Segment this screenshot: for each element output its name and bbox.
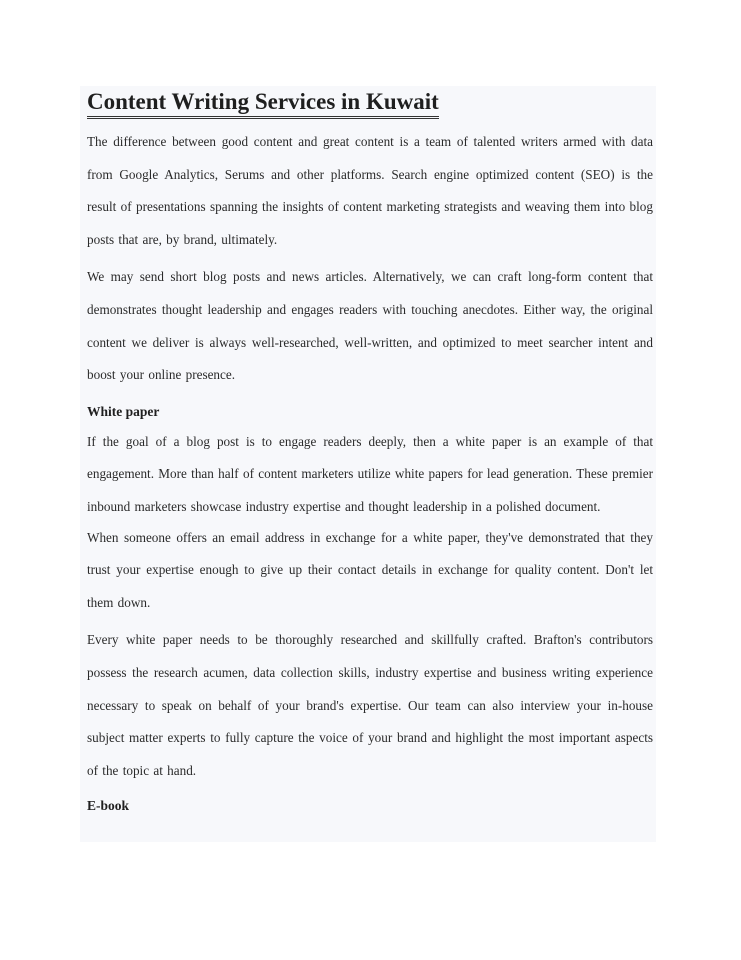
heading-ebook: E-book [87,798,130,814]
paragraph-intro: The difference between good content and great content is a team of talented writers armed with data from Google Analytics, Serums and other platforms. Search engine optimized content (SEO) is the result of presentations spanning the insights of content marketing strategists and weaving them into blog posts that are, by brand, ultimately. [87,134,653,247]
paragraph-white-paper-research: Every white paper needs to be thoroughly researched and skillfully crafted. Brafton's contributors possess the research acumen, data collection skills, industry expertise and business writing experience necessary to speak on behalf of your brand's expertise. Our team can also interview your in-house subject matter experts to fully capture the voice of your brand and highlight the most important aspects of the topic at hand. [87,632,653,778]
paragraph-white-paper-goal: If the goal of a blog post is to engage readers deeply, then a white paper is an example of that engagement. More than half of content marketers utilize white papers for lead generation. These premier inbound marketers showcase industry expertise and thought leadership in a polished document. [87,433,653,514]
paragraph-white-paper-trust: When someone offers an email address in exchange for a white paper, they've demonstrated that they trust your expertise enough to give up their contact details in exchange for quality content. Don't let them down. [87,529,653,610]
paragraph-blog-posts: We may send short blog posts and news articles. Alternatively, we can craft long-form content that demonstrates thought leadership and engages readers with touching anecdotes. Either way, the original content we deliver is always well-researched, well-written, and optimized to meet searcher intent and boost your online presence. [87,269,653,383]
document-body [87,88,653,822]
page-title: Content Writing Services in Kuwait [87,88,439,119]
heading-white-paper: White paper [87,403,160,419]
